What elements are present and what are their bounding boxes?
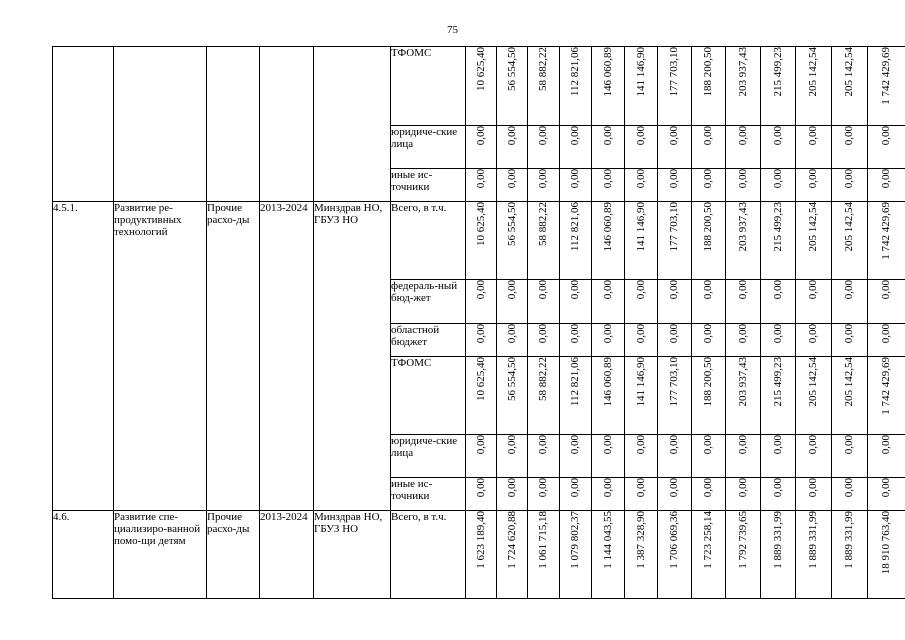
amount-cell [692,202,726,280]
amount-cell [796,478,832,511]
amount-cell [692,169,726,202]
amount-cell [625,47,658,126]
amount-value: 0,00 [474,435,487,455]
amount-value: 0,00 [702,169,714,189]
amount-cell [528,47,560,126]
amount-value: 1 742 429,69 [880,357,892,415]
amount-cell [832,202,868,280]
table-row [53,511,905,599]
amount-cell [497,47,528,126]
amount-cell [625,435,658,478]
amount-cell [528,126,560,169]
amount-value: 0,00 [771,169,784,189]
amount-cell [692,357,726,435]
amount-value: 112 821,06 [569,202,581,252]
amount-value: 18 910 763,40 [880,511,892,575]
period-cell: 2013-2024 [260,511,314,599]
amount-value: 0,00 [505,478,518,498]
amount-value: 0,00 [843,435,855,455]
amount-value: 1 742 429,69 [880,47,892,105]
amount-value: 0,00 [474,126,487,146]
amount-cell [497,478,528,511]
amount-cell [658,478,692,511]
amount-value: 205 142,54 [807,47,819,97]
amount-value: 205 142,54 [843,357,855,407]
amount-cell [832,126,868,169]
amount-cell [796,202,832,280]
item-code-cell: 4.6. [53,511,114,599]
amount-cell [592,280,625,324]
amount-cell [625,280,658,324]
amount-cell [466,357,497,435]
amount-value: 205 142,54 [843,202,855,252]
amount-cell [761,511,796,599]
amount-value: 112 821,06 [569,47,581,97]
amount-value: 0,00 [807,280,819,300]
amount-value: 177 703,10 [668,47,680,97]
amount-value: 141 146,90 [634,47,647,97]
amount-value: 177 703,10 [668,202,680,252]
amount-value: 1 723 258,14 [702,511,714,569]
amount-value: 188 200,50 [702,357,714,407]
amount-value: 0,00 [569,478,581,498]
amount-cell [796,357,832,435]
amount-value: 203 937,43 [736,202,749,252]
amount-value: 0,00 [569,324,581,344]
amount-value: 0,00 [736,280,749,300]
amount-value: 0,00 [634,126,647,146]
amount-cell [560,280,592,324]
amount-value: 0,00 [474,478,487,498]
amount-value: 0,00 [880,169,892,189]
amount-cell [658,511,692,599]
amount-cell [832,357,868,435]
amount-cell [592,357,625,435]
amount-value: 0,00 [880,324,892,344]
amount-cell [625,169,658,202]
amount-cell [466,47,497,126]
amount-cell [658,202,692,280]
amount-cell [497,126,528,169]
amount-value: 215 499,23 [771,202,784,252]
amount-cell [868,169,905,202]
amount-value: 1 144 043,55 [601,511,614,569]
amount-value: 10 625,40 [474,47,487,91]
amount-value: 0,00 [601,126,614,146]
amount-value: 1 387 328,90 [634,511,647,569]
amount-cell [726,126,761,169]
page-number: 75 [447,24,458,36]
amount-value: 0,00 [474,280,487,300]
amount-cell [528,280,560,324]
amount-cell [658,357,692,435]
amount-cell [528,478,560,511]
amount-value: 146 060,89 [601,47,614,97]
amount-cell [868,202,905,280]
amount-value: 58 882,22 [537,357,549,401]
amount-value: 0,00 [702,324,714,344]
amount-cell [796,126,832,169]
amount-value: 0,00 [771,324,784,344]
amount-value: 0,00 [601,169,614,189]
amount-value: 0,00 [668,435,680,455]
amount-cell [868,126,905,169]
amount-cell [796,511,832,599]
amount-cell [692,435,726,478]
table-row [53,47,905,126]
amount-cell [592,47,625,126]
amount-cell [528,435,560,478]
amount-value: 0,00 [843,126,855,146]
amount-value: 0,00 [569,126,581,146]
amount-value: 1 061 715,18 [537,511,549,569]
amount-value: 0,00 [569,280,581,300]
amount-cell [726,280,761,324]
amount-value: 0,00 [771,126,784,146]
amount-value: 0,00 [505,169,518,189]
amount-value: 1 792 739,65 [736,511,749,569]
amount-cell [560,357,592,435]
amount-cell [726,324,761,357]
amount-cell [832,478,868,511]
amount-cell [497,511,528,599]
amount-value: 0,00 [843,280,855,300]
amount-value: 10 625,40 [474,202,487,246]
amount-cell [625,511,658,599]
amount-cell [868,478,905,511]
amount-value: 0,00 [537,435,549,455]
amount-value: 0,00 [880,126,892,146]
amount-value: 0,00 [634,169,647,189]
amount-value: 177 703,10 [668,357,680,407]
amount-cell [592,202,625,280]
amount-cell [658,324,692,357]
amount-value: 1 889 331,99 [771,511,784,569]
funding-source-cell: ТФОМС [391,357,466,435]
amount-cell [726,478,761,511]
amount-value: 0,00 [880,280,892,300]
amount-value: 0,00 [569,435,581,455]
amount-value: 0,00 [601,324,614,344]
amount-value: 146 060,89 [601,357,614,407]
amount-cell [528,357,560,435]
amount-cell [592,169,625,202]
amount-value: 56 554,50 [505,202,518,246]
expense-type-cell [207,47,260,202]
amount-value: 0,00 [807,478,819,498]
amount-cell [761,169,796,202]
amount-value: 0,00 [807,126,819,146]
amount-value: 203 937,43 [736,357,749,407]
amount-value: 0,00 [601,478,614,498]
amount-cell [497,280,528,324]
amount-value: 0,00 [880,478,892,498]
amount-cell [497,202,528,280]
amount-cell [528,511,560,599]
amount-value: 0,00 [736,126,749,146]
amount-value: 203 937,43 [736,47,749,97]
funding-source-cell: Всего, в т.ч. [391,511,466,599]
amount-cell [466,169,497,202]
amount-value: 58 882,22 [537,47,549,91]
amount-value: 0,00 [702,435,714,455]
amount-cell [625,202,658,280]
amount-value: 0,00 [537,126,549,146]
funding-source-cell: юридиче-ские лица [391,126,466,169]
amount-value: 1 742 429,69 [880,202,892,260]
amount-value: 0,00 [569,169,581,189]
amount-cell [868,357,905,435]
amount-value: 0,00 [537,478,549,498]
amount-cell [497,357,528,435]
amount-value: 1 724 620,88 [505,511,518,569]
amount-cell [761,202,796,280]
amount-cell [466,202,497,280]
funding-source-cell: иные ис-точники [391,478,466,511]
amount-cell [796,324,832,357]
amount-cell [796,435,832,478]
amount-value: 56 554,50 [505,357,518,401]
amount-cell [592,478,625,511]
amount-value: 0,00 [668,324,680,344]
amount-cell [560,126,592,169]
amount-value: 0,00 [668,169,680,189]
amount-cell [761,478,796,511]
amount-cell [466,511,497,599]
amount-cell [868,511,905,599]
amount-value: 0,00 [634,324,647,344]
amount-value: 0,00 [474,324,487,344]
item-code-cell: 4.5.1. [53,202,114,511]
amount-cell [832,169,868,202]
amount-cell [592,435,625,478]
item-name-cell [114,47,207,202]
amount-cell [592,324,625,357]
item-code-cell [53,47,114,202]
amount-value: 146 060,89 [601,202,614,252]
amount-cell [832,324,868,357]
amount-cell [692,478,726,511]
amount-value: 0,00 [736,435,749,455]
amount-cell [658,47,692,126]
amount-cell [796,169,832,202]
amount-value: 215 499,23 [771,47,784,97]
amount-value: 0,00 [668,126,680,146]
amount-cell [625,478,658,511]
amount-value: 1 889 331,99 [807,511,819,569]
amount-cell [868,47,905,126]
amount-cell [761,126,796,169]
amount-cell [560,324,592,357]
amount-cell [625,126,658,169]
amount-cell [726,435,761,478]
amount-value: 0,00 [771,435,784,455]
amount-value: 0,00 [880,435,892,455]
amount-value: 0,00 [474,169,487,189]
amount-value: 0,00 [771,280,784,300]
amount-cell [692,47,726,126]
amount-cell [868,324,905,357]
amount-cell [692,280,726,324]
amount-cell [497,435,528,478]
amount-cell [726,169,761,202]
table-row [53,202,905,280]
amount-cell [466,126,497,169]
amount-cell [761,435,796,478]
amount-cell [658,169,692,202]
amount-value: 0,00 [736,169,749,189]
funding-source-cell: юридиче-ские лица [391,435,466,478]
amount-value: 0,00 [668,478,680,498]
amount-cell [796,280,832,324]
amount-value: 1 623 189,40 [474,511,487,569]
amount-cell [560,478,592,511]
amount-cell [726,511,761,599]
item-name-cell: Развитие спе-циализиро-ванной помо-щи детям [114,511,207,599]
amount-cell [692,511,726,599]
amount-value: 0,00 [505,435,518,455]
amount-cell [658,435,692,478]
amount-cell [528,202,560,280]
amount-cell [560,511,592,599]
amount-value: 0,00 [505,280,518,300]
amount-cell [560,435,592,478]
amount-cell [761,47,796,126]
amount-cell [868,280,905,324]
amount-value: 0,00 [771,478,784,498]
amount-cell [466,435,497,478]
funding-source-cell: Всего, в т.ч. [391,202,466,280]
period-cell: 2013-2024 [260,202,314,511]
amount-value: 0,00 [736,324,749,344]
amount-value: 0,00 [634,280,647,300]
amount-value: 0,00 [601,435,614,455]
amount-cell [592,511,625,599]
amount-value: 141 146,90 [634,357,647,407]
amount-cell [658,280,692,324]
amount-value: 0,00 [807,169,819,189]
amount-value: 188 200,50 [702,202,714,252]
amount-value: 0,00 [601,280,614,300]
amount-value: 0,00 [843,478,855,498]
amount-cell [497,169,528,202]
amount-value: 0,00 [702,126,714,146]
amount-cell [726,47,761,126]
amount-cell [761,357,796,435]
funding-source-cell: иные ис-точники [391,169,466,202]
amount-value: 0,00 [702,280,714,300]
amount-value: 0,00 [634,478,647,498]
amount-cell [692,324,726,357]
funding-source-cell: областной бюджет [391,324,466,357]
amount-value: 0,00 [807,435,819,455]
amount-value: 215 499,23 [771,357,784,407]
amount-value: 0,00 [843,169,855,189]
amount-value: 0,00 [537,169,549,189]
amount-value: 205 142,54 [843,47,855,97]
amount-cell [560,47,592,126]
amount-value: 1 079 802,37 [569,511,581,569]
amount-value: 1 889 331,99 [843,511,855,569]
amount-value: 1 706 069,36 [668,511,680,569]
amount-cell [726,357,761,435]
amount-value: 205 142,54 [807,202,819,252]
amount-cell [832,435,868,478]
amount-cell [832,47,868,126]
amount-cell [726,202,761,280]
amount-cell [528,169,560,202]
amount-value: 0,00 [807,324,819,344]
period-cell [260,47,314,202]
amount-cell [560,202,592,280]
expense-type-cell: Прочие расхо-ды [207,202,260,511]
executor-cell [314,47,391,202]
budget-table [52,46,905,599]
amount-cell [497,324,528,357]
amount-cell [832,511,868,599]
amount-value: 0,00 [843,324,855,344]
amount-value: 58 882,22 [537,202,549,246]
amount-cell [625,357,658,435]
amount-value: 0,00 [702,478,714,498]
amount-value: 0,00 [505,324,518,344]
amount-value: 56 554,50 [505,47,518,91]
amount-value: 0,00 [537,324,549,344]
amount-cell [466,478,497,511]
amount-cell [466,280,497,324]
amount-cell [466,324,497,357]
amount-value: 10 625,40 [474,357,487,401]
amount-value: 188 200,50 [702,47,714,97]
amount-cell [868,435,905,478]
amount-cell [658,126,692,169]
expense-type-cell: Прочие расхо-ды [207,511,260,599]
funding-source-cell: федераль-ный бюд-жет [391,280,466,324]
amount-cell [761,324,796,357]
amount-value: 0,00 [505,126,518,146]
amount-value: 205 142,54 [807,357,819,407]
amount-value: 0,00 [736,478,749,498]
amount-value: 0,00 [668,280,680,300]
amount-cell [692,126,726,169]
executor-cell: Минздрав НО, ГБУЗ НО [314,511,391,599]
amount-value: 141 146,90 [634,202,647,252]
amount-cell [592,126,625,169]
amount-value: 0,00 [537,280,549,300]
amount-value: 112 821,06 [569,357,581,407]
amount-cell [560,169,592,202]
amount-value: 0,00 [634,435,647,455]
funding-source-cell: ТФОМС [391,47,466,126]
item-name-cell: Развитие ре-продуктивных технологий [114,202,207,511]
amount-cell [832,280,868,324]
amount-cell [761,280,796,324]
amount-cell [625,324,658,357]
executor-cell: Минздрав НО, ГБУЗ НО [314,202,391,511]
amount-cell [528,324,560,357]
amount-cell [796,47,832,126]
